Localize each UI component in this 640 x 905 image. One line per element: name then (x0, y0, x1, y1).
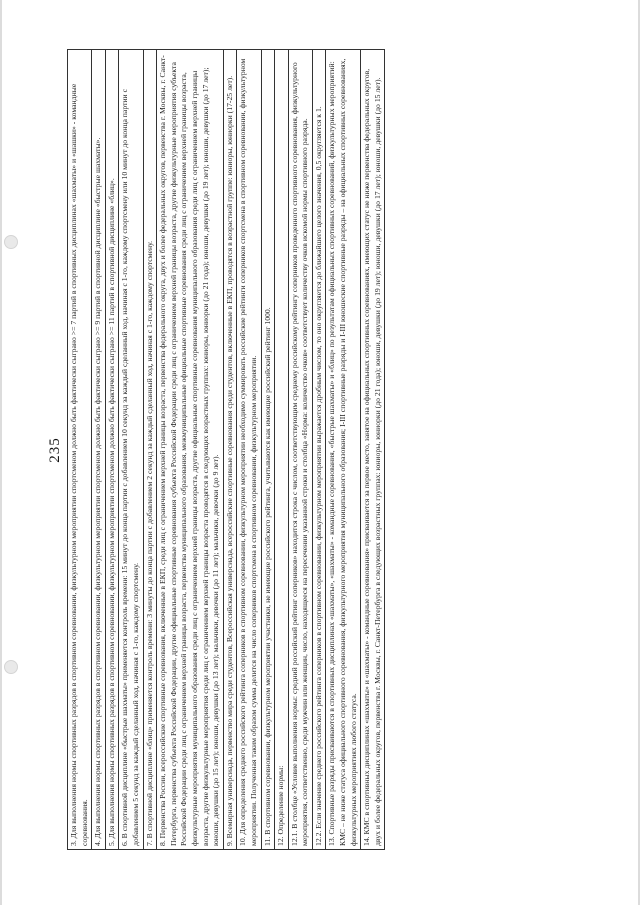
punch-hole-icon (4, 235, 18, 249)
table-row (143, 50, 157, 850)
table-row (237, 50, 261, 850)
table-row (275, 50, 289, 850)
note-11: 11. В спортивном соревновании, физкультурном мероприятии участники, не имеющие российского рейтинга, учитываются как имеющие российский рейтинг 1000. (261, 50, 275, 850)
table-row (92, 50, 106, 850)
table-row (288, 50, 312, 850)
note-13: 13. Спортивные разряды присваиваются в спортивных дисциплинах «шахматы», «шахматы» - командные соревнования, «быстрые шахматы» и «блиц» по результатам официальных спортивных соревнований, физкультурных мероприятий: КМС – не ниже статуса официального спортивного соревнования, физкультурного мероприятия муниципального образования; I-III спортивные разряды и I-III юношеские спортивные разряды – на официальных спортивных соревнованиях, физкультурных мероприятиях любого статуса. (326, 50, 361, 850)
note-6: 6. В спортивной дисциплине «быстрые шахматы» применяется контроль времени: 15 минут до конца партии с добавлением 10 секунд за каждый сделанный ход, начиная с 1-го, каждому спортсмену или 10 минут до конца партии с добавлением 5 секунд за каждый сделанный ход, начиная с 1-го, каждому спортсмену. (119, 50, 143, 850)
table-row (119, 50, 143, 850)
table-row (361, 50, 385, 850)
rotated-document (45, 40, 605, 860)
notes-table (67, 49, 385, 850)
table-row (105, 50, 119, 850)
table-row (223, 50, 237, 850)
note-14: 14. КМС в спортивных дисциплинах «шахматы» и «шахматы» - командные соревнования» присваивается за первое место, занятое на официальных спортивных соревнованиях, имеющих статус не ниже первенства федеральных округов, двух и более федеральных округов, первенства г. Москвы, г. Санкт-Петербурга в следующих возрастных группах: юниоры, юниорки (до 21 года); юноши, девушки (до 19 лет); юноши, девушки (до 17 лет); юноши, девушки (до 15 лет). (361, 50, 385, 850)
note-9: 9. Всемирная универсиада, первенство мира среди студентов, Всероссийская универсиада, всероссийские спортивные соревнования среди студентов, включенные в ЕКП, проводятся в возрастной группе: юниоры, юниорки (17-25 лет). (223, 50, 237, 850)
note-12: 12. Определение нормы: (275, 50, 289, 850)
note-5: 5. Для выполнения нормы спортивных разрядов в спортивном соревновании, физкультурном мероприятии спортсменом должно быть фактически сыграно >= 11 партий в спортивной дисциплине «блиц». (105, 50, 119, 850)
punch-hole-icon (4, 660, 18, 674)
note-4: 4. Для выполнения нормы спортивных разрядов в спортивном соревновании, физкультурном мероприятии спортсменом должно быть фактически сыграно >= 9 партий в спортивной дисциплине «быстрые шахматы». (92, 50, 106, 850)
note-7: 7. В спортивной дисциплине «блиц» применяется контроль времени: 3 минуты до конца партии с добавлением 2 секунд за каждый сделанный ход, начиная с 1-го, каждому спортсмену. (143, 50, 157, 850)
left-edge-shadow (0, 0, 2, 905)
note-12-2: 12.2. Если значение среднего российского рейтинга соперников в спортивном соревновании, физкультурном мероприятии выражается дробным числом, то оно округляется до ближайшего целого значения, 0,5 округляется к 1. (312, 50, 326, 850)
note-12-1: 12.1. В столбце «Условие выполнения нормы: средний российский рейтинг соперников» находится строка с числом, соответствующим среднему российскому рейтингу соперников проведенного спортивного соревнования, физкультурного мероприятия, соответственно, среди мужчин или женщин, число, находящееся на пересечении указанной строки и столбца «Норма: количество очков» соответствует количеству очков искомой нормы спортивного разряда. (288, 50, 312, 850)
table-row (261, 50, 275, 850)
table-row (68, 50, 92, 850)
note-8: 8. Первенства России, всероссийские спортивные соревнования, включенные в ЕКП, среди лиц с ограничением верхней границы возраста, первенства федерального округа, двух и более федеральных округов, первенства г. Москвы, г. Санкт-Петербурга, первенства субъекта Российской Федерации, другие официальные спортивные соревнования субъекта Российской Федерации среди лиц с ограничением верхней границы возраста, другие физкультурные мероприятия субъекта Российской Федерации среди лиц с ограничением верхней границы возраста, первенства муниципального образования, межмуниципальные официальные спортивные соревнования среди лиц с ограничением верхней границы возраста, физкультурные мероприятия муниципального образования среди лиц с ограничением верхней границы возраста, другие официальные спортивные соревнования муниципального образования среди лиц с ограничением верхней границы возраста, другие физкультурные мероприятия среди лиц с ограничением верхней границы возраста проводятся в следующих возрастных группах: юниоры, юниорки (до 21 года); юноши, девушки (до 19 лет); юноши, девушки (до 17 лет); юноши, девушки (до 15 лет); юноши, девушки (до 13 лет); мальчики, девочки (до 11 лет); мальчики, девочки (до 9 лет). (157, 50, 224, 850)
table-row (326, 50, 361, 850)
note-10: 10. Для определения среднего российского рейтинга соперников в спортивном соревновании, физкультурном мероприятии необходимо суммировать российские рейтинги соперников спортсмена в спортивном соревновании, физкультурном мероприятии. Полученная таким образом сумма делится на число соперников спортсмена в спортивном соревновании, физкультурном мероприятии. (237, 50, 261, 850)
page-number: 235 (47, 437, 63, 463)
note-3: 3. Для выполнения нормы спортивных разрядов в спортивном соревновании, физкультурном мероприятии спортсменом должно быть фактически сыграно >= 7 партий в спортивных дисциплинах «шахматы» и «шашки» - командные соревнования. (68, 50, 92, 850)
table-row (312, 50, 326, 850)
table-row (157, 50, 224, 850)
